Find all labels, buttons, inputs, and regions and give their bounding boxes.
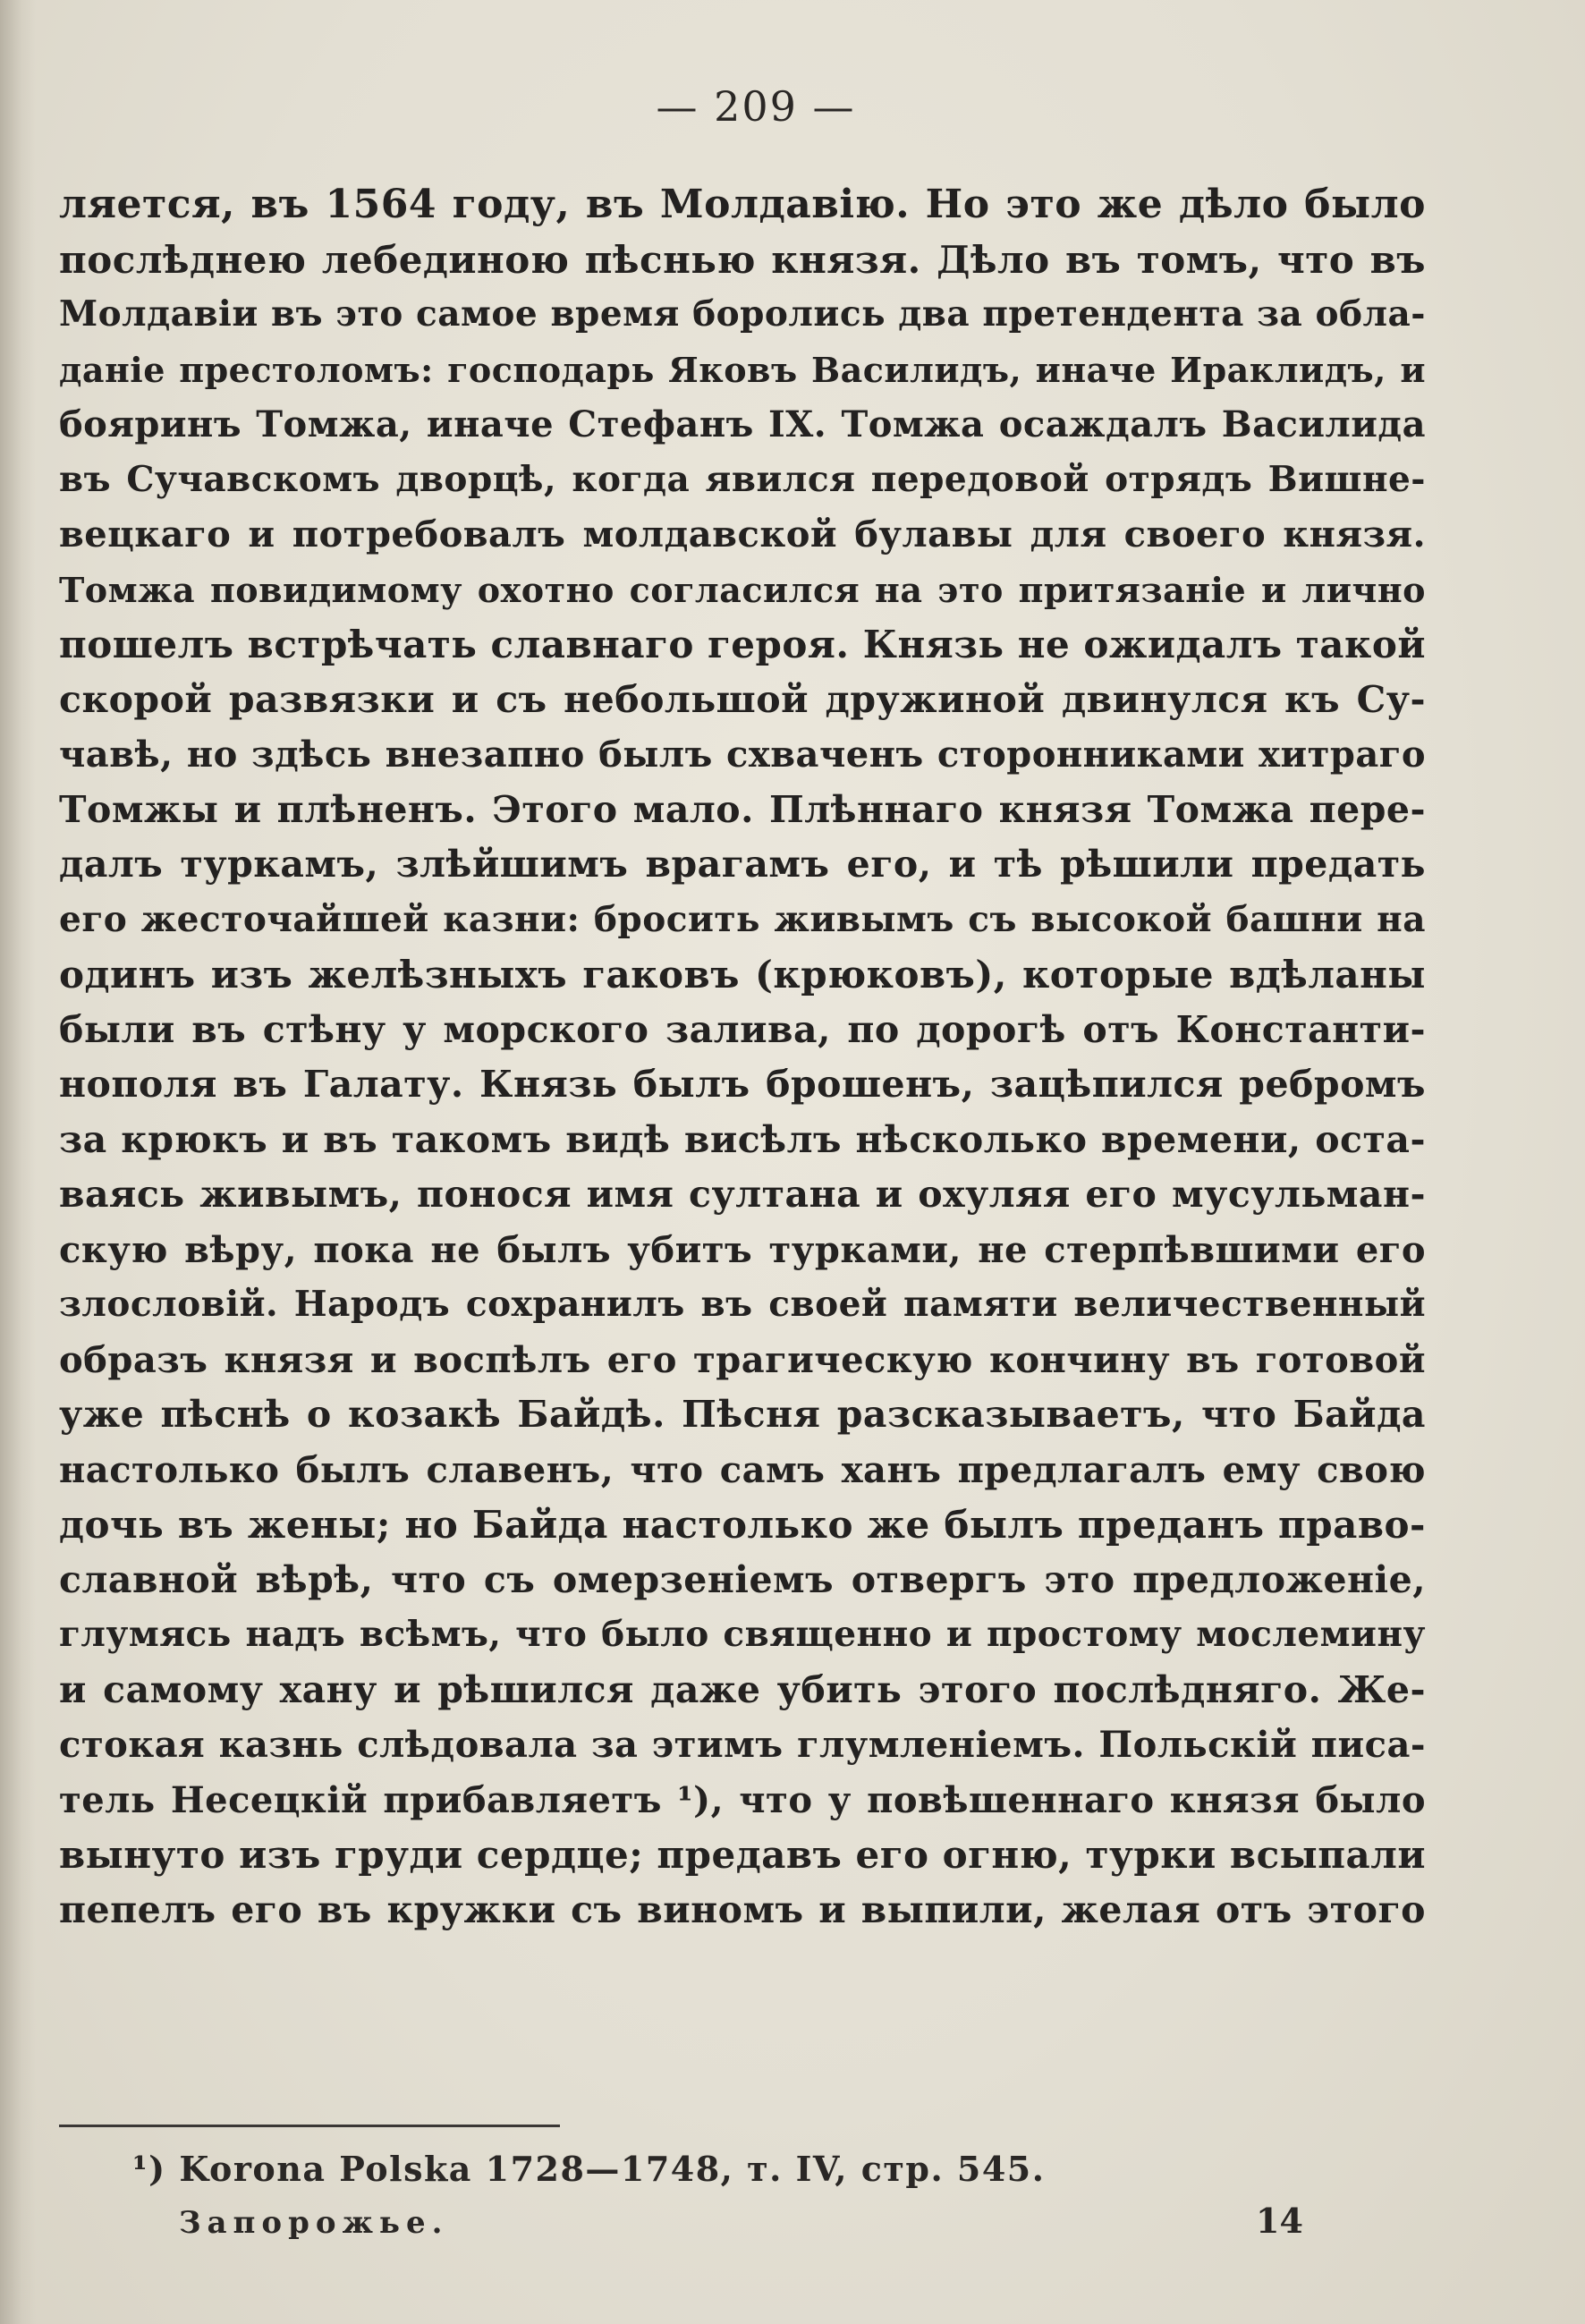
text-line: ляется, въ 1564 году, въ Молдавію. Но это же дѣло было: [59, 182, 1426, 227]
text-line: даніе престоломъ: господарь Яковъ Василидъ, иначе Ираклидъ, и: [59, 349, 1426, 390]
text-line: Томжа повидимому охотно согласился на это притязаніе и лично: [59, 569, 1426, 610]
footnote-rule: [59, 2125, 560, 2127]
text-line: стокая казнь слѣдовала за этимъ глумленіемъ. Польскій писа-: [59, 1724, 1426, 1766]
footnote: ¹) Korona Polska 1728—1748, т. IV, стр. 545.: [132, 2149, 1046, 2189]
text-line: вецкаго и потребовалъ молдавской булавы для своего князя.: [59, 513, 1426, 556]
text-line: пошелъ встрѣчать славнаго героя. Князь не ожидалъ такой: [59, 623, 1426, 666]
text-line: его жесточайшей казни: бросить живымъ съ высокой башни на: [59, 898, 1426, 940]
text-line: нополя въ Галату. Князь былъ брошенъ, зацѣпился ребромъ: [59, 1063, 1426, 1106]
text-line: вынуто изъ груди сердце; предавъ его огню, турки всыпали: [59, 1833, 1426, 1877]
text-line: славной вѣрѣ, что съ омерзеніемъ отвергъ это предложеніе,: [59, 1557, 1426, 1601]
text-line: бояринъ Томжа, иначе Стефанъ IX. Томжа осаждалъ Василида: [59, 403, 1426, 445]
text-line: Томжы и плѣненъ. Этого мало. Плѣннаго князя Томжа пере-: [59, 787, 1426, 831]
text-line: въ Сучавскомъ дворцѣ, когда явился передовой отрядъ Вишне-: [59, 458, 1426, 500]
text-line: далъ туркамъ, злѣйшимъ врагамъ его, и тѣ рѣшили предать: [59, 843, 1426, 886]
page-number: — 209 —: [656, 82, 856, 131]
signature-mark: Запорожье.: [179, 2205, 449, 2241]
body-text: [59, 177, 1426, 1938]
text-line: тель Несецкій прибавляетъ ¹), что у повѣшеннаго князя было: [59, 1778, 1426, 1821]
text-line: уже пѣснѣ о козакѣ Байдѣ. Пѣсня разсказываетъ, что Байда: [59, 1393, 1426, 1436]
text-line: скую вѣру, пока не былъ убитъ турками, не стерпѣвшими его: [59, 1228, 1426, 1271]
text-line: одинъ изъ желѣзныхъ гаковъ (крюковъ), которые вдѣланы: [59, 953, 1426, 997]
signature-number: 14: [1256, 2201, 1303, 2241]
text-line: ваясь живымъ, понося имя султана и охуляя его мусульман-: [59, 1173, 1426, 1216]
text-line: настолько былъ славенъ, что самъ ханъ предлагалъ ему свою: [59, 1448, 1426, 1491]
spine-shadow: [0, 0, 36, 2324]
text-line: дочь въ жены; но Байда настолько же былъ преданъ право-: [59, 1503, 1426, 1547]
text-line: злословій. Народъ сохранилъ въ своей памяти величественный: [59, 1284, 1426, 1325]
text-line: образъ князя и воспѣлъ его трагическую кончину въ готовой: [59, 1338, 1426, 1381]
text-line: послѣднею лебединою пѣснью князя. Дѣло въ томъ, что въ: [59, 237, 1426, 282]
text-line: глумясь надъ всѣмъ, что было священно и простому мослемину: [59, 1614, 1426, 1655]
text-line: Молдавіи въ это самое время боролись два претендента за обла-: [59, 293, 1426, 335]
text-line: чавѣ, но здѣсь внезапно былъ схваченъ сторонниками хитраго: [59, 734, 1426, 776]
text-line: и самому хану и рѣшился даже убить этого послѣдняго. Же-: [59, 1667, 1426, 1711]
text-line: были въ стѣну у морского залива, по дорогѣ отъ Константи-: [59, 1007, 1426, 1051]
text-line: за крюкъ и въ такомъ видѣ висѣлъ нѣсколько времени, оста-: [59, 1117, 1426, 1161]
text-line: скорой развязки и съ небольшой дружиной двинулся къ Су-: [59, 677, 1426, 721]
text-line: пепелъ его въ кружки съ виномъ и выпили, желая отъ этого: [59, 1887, 1426, 1931]
